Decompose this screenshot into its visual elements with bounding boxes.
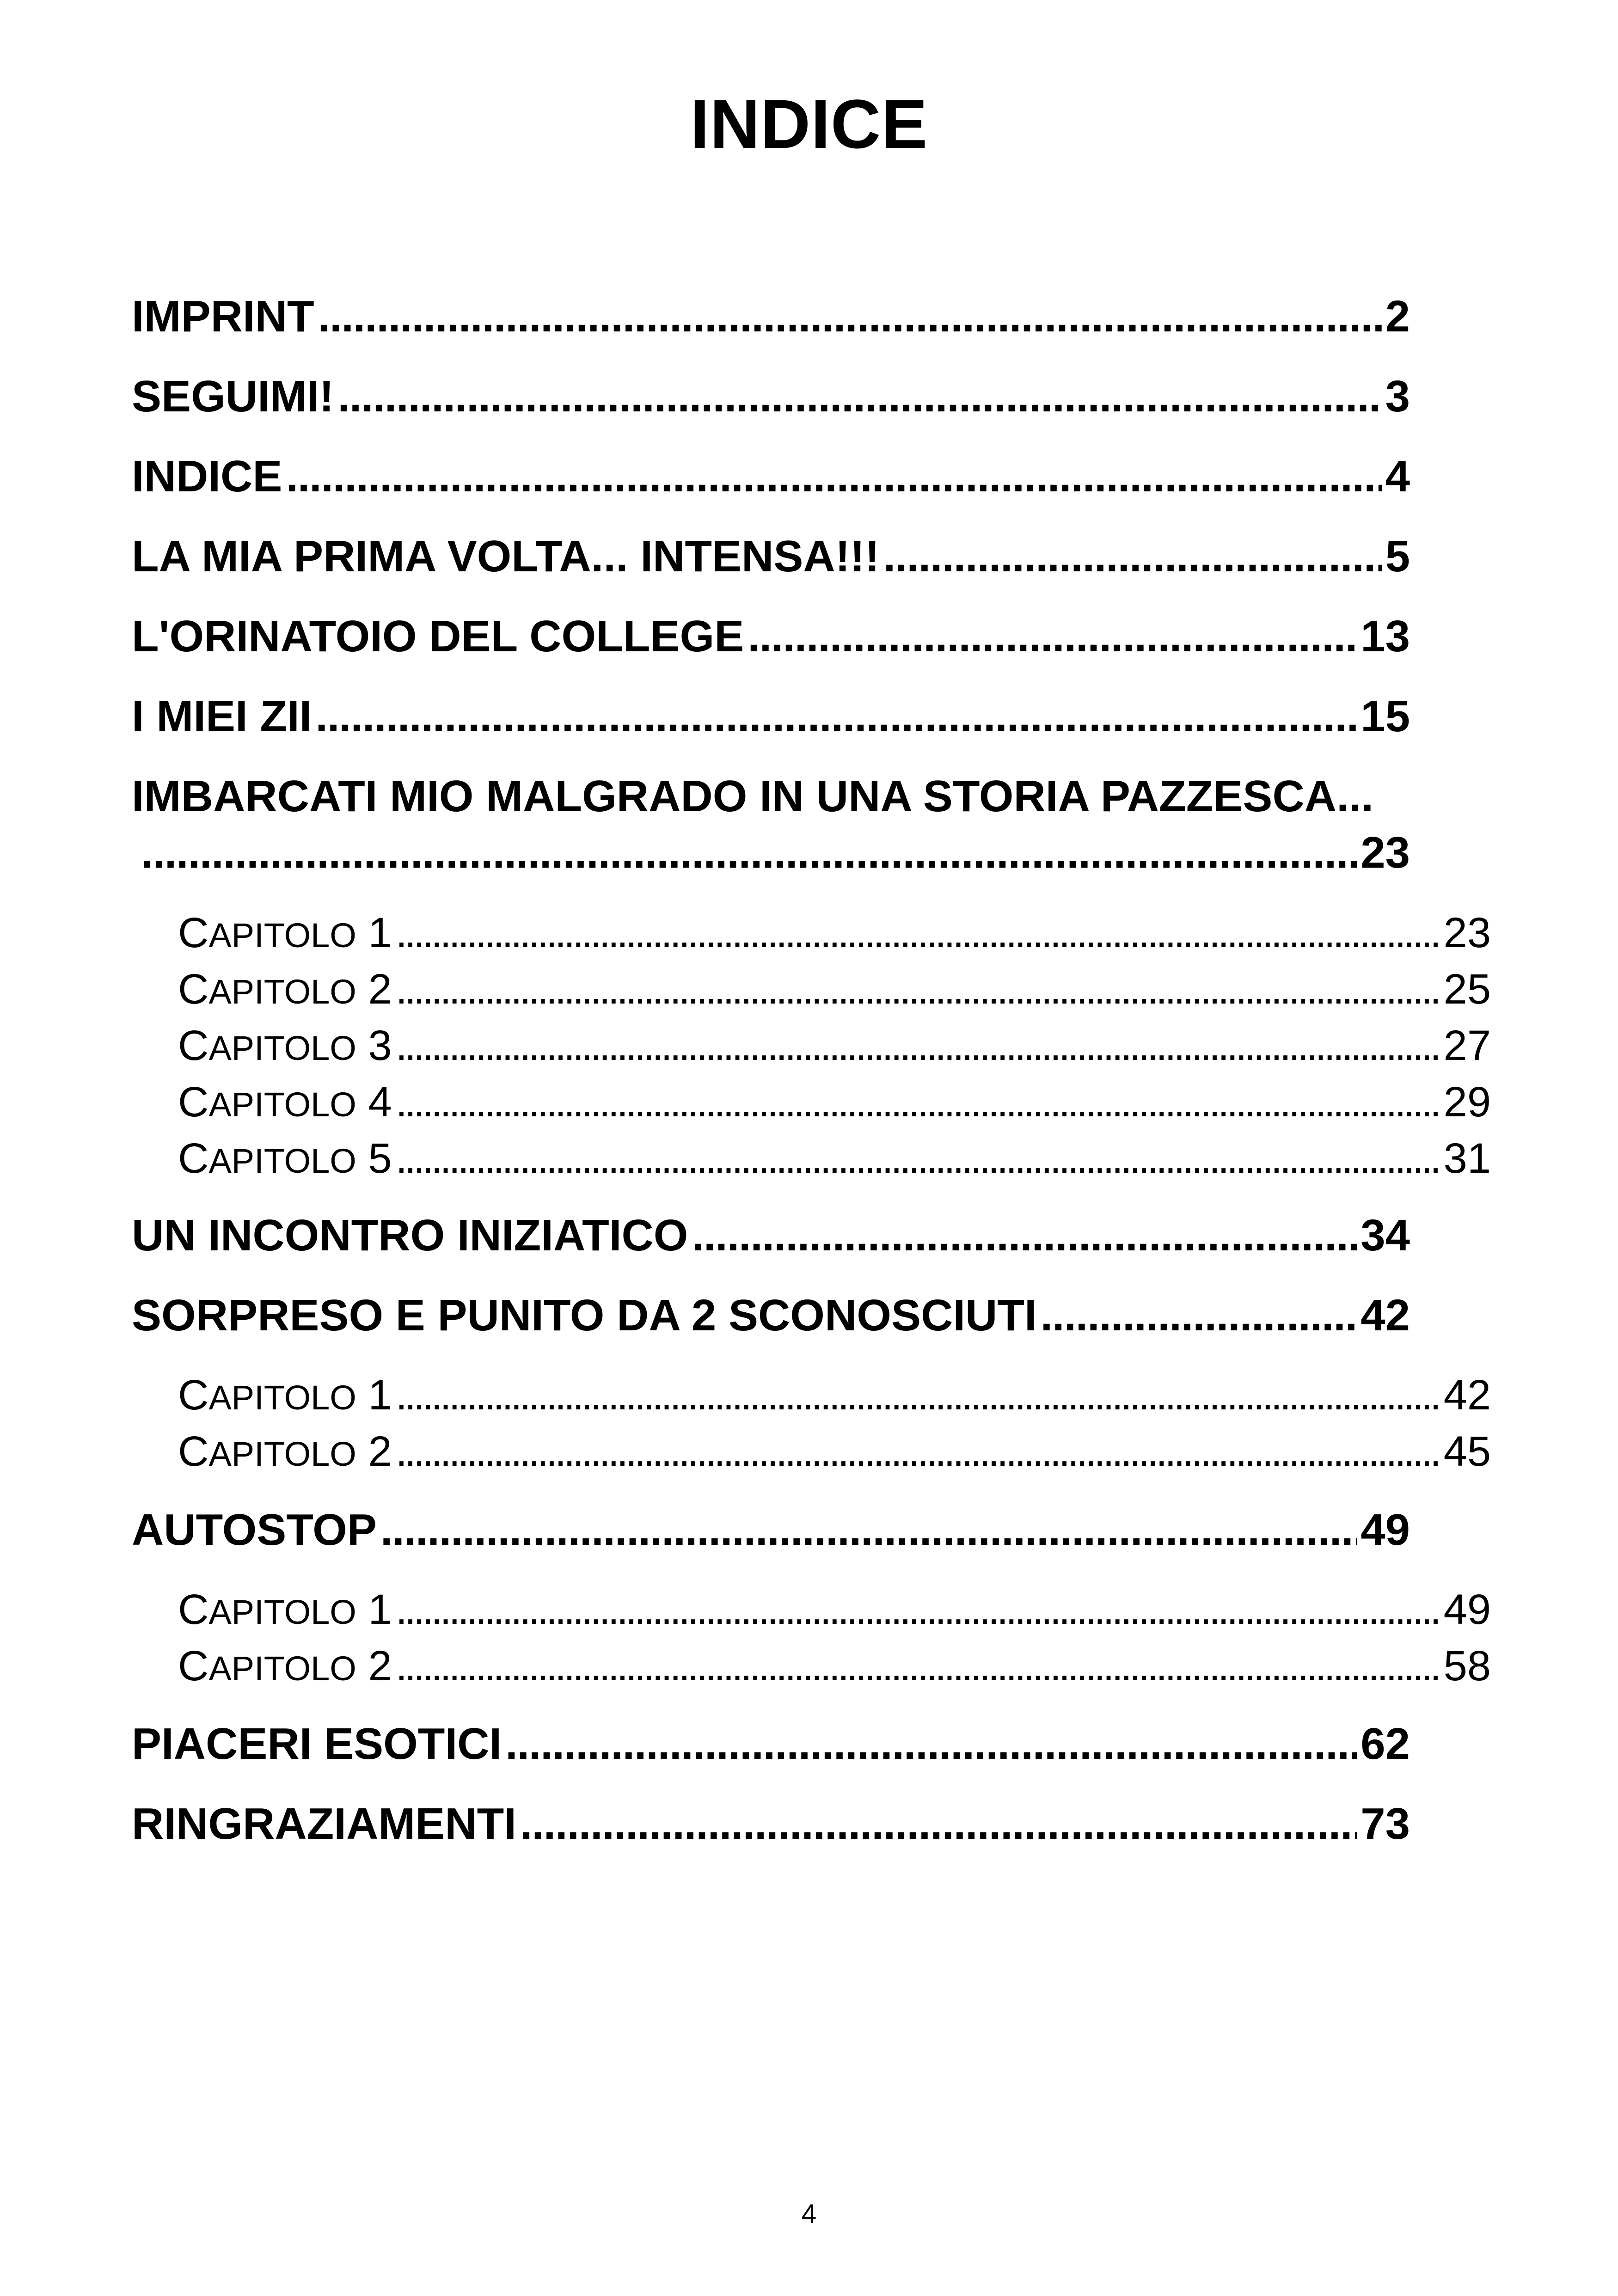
- dot-leader: [315, 686, 1357, 747]
- toc-subentry-label: CAPITOLO 3: [178, 1022, 392, 1069]
- toc-entry-label: IMBARCATI MIO MALGRADO IN UNA STORIA PAZZESCA...: [132, 771, 1374, 821]
- dot-leader: [396, 1582, 1440, 1637]
- toc-entry-label: L'ORINATOIO DEL COLLEGE: [132, 612, 744, 661]
- toc-entry-i-miei-zii[interactable]: [132, 686, 1410, 747]
- toc-entry-page: 73: [1361, 1799, 1410, 1849]
- toc-entry-imbarcati-continuation[interactable]: [132, 823, 1410, 883]
- toc-entry-page: 2: [1385, 292, 1410, 341]
- dot-leader: [520, 1794, 1357, 1854]
- toc-entry-page: 42: [1361, 1291, 1410, 1340]
- toc-subentry-page: 31: [1443, 1135, 1491, 1182]
- toc-entry-label: RINGRAZIAMENTI: [132, 1799, 516, 1849]
- toc-entry-imbarcati[interactable]: [132, 766, 1472, 827]
- toc-entry-label: IMPRINT: [132, 292, 314, 341]
- dot-leader: [1041, 1286, 1357, 1346]
- footer-page-number: 4: [801, 2199, 817, 2229]
- toc-subentry-label: CAPITOLO 5: [178, 1135, 392, 1182]
- toc-entry-label: LA MIA PRIMA VOLTA... INTENSA!!!: [132, 532, 880, 581]
- dot-leader: [286, 447, 1381, 507]
- toc-subentry-sorpreso-capitolo-1[interactable]: [178, 1367, 1491, 1423]
- toc-entry-label: AUTOSTOP: [132, 1505, 377, 1555]
- toc-subentry-imbarcati-capitolo-2[interactable]: [178, 961, 1491, 1017]
- toc-subentry-page: 49: [1443, 1586, 1491, 1633]
- toc-subentry-imbarcati-capitolo-1[interactable]: [178, 905, 1491, 961]
- toc-entry-imprint[interactable]: [132, 287, 1410, 347]
- dot-leader: [396, 905, 1440, 961]
- toc-entry-page: 5: [1385, 532, 1410, 581]
- dot-leader: [396, 1074, 1440, 1130]
- dot-leader: [141, 823, 1357, 883]
- toc-entry-label: PIACERI ESOTICI: [132, 1719, 502, 1769]
- toc-entry-label: SEGUIMI!: [132, 372, 334, 421]
- toc-subentry-label: CAPITOLO 2: [178, 1428, 392, 1475]
- toc-entry-page: 34: [1361, 1211, 1410, 1260]
- toc-entry-piaceri-esotici[interactable]: [132, 1714, 1410, 1774]
- toc-entry-label: I MIEI ZII: [132, 692, 312, 741]
- toc-entry-orinatoio[interactable]: [132, 606, 1410, 667]
- dot-leader: [396, 1131, 1440, 1186]
- toc-subentry-autostop-capitolo-2[interactable]: [178, 1638, 1491, 1694]
- toc-subentry-page: 58: [1443, 1642, 1491, 1690]
- toc-subentry-imbarcati-capitolo-3[interactable]: [178, 1018, 1491, 1073]
- dot-leader: [692, 1206, 1357, 1266]
- dot-leader: [505, 1714, 1357, 1774]
- toc-entry-page: 49: [1361, 1505, 1410, 1555]
- toc-entry-seguimi[interactable]: [132, 367, 1410, 427]
- toc-subentry-autostop-capitolo-1[interactable]: [178, 1582, 1491, 1637]
- toc-entry-label: UN INCONTRO INIZIATICO: [132, 1211, 688, 1260]
- toc-entry-indice[interactable]: [132, 447, 1410, 507]
- toc-subentry-label: CAPITOLO 1: [178, 909, 392, 956]
- dot-leader: [396, 1638, 1440, 1694]
- toc-subentry-page: 23: [1443, 909, 1491, 956]
- toc-subentry-imbarcati-capitolo-5[interactable]: [178, 1131, 1491, 1186]
- toc-subentry-label: CAPITOLO 2: [178, 1642, 392, 1690]
- page-title: INDICE: [690, 85, 928, 163]
- toc-subentry-label: CAPITOLO 1: [178, 1371, 392, 1419]
- toc-entry-la-mia-prima-volta[interactable]: [132, 527, 1410, 587]
- toc-entry-page: 23: [1361, 828, 1410, 877]
- toc-subentry-page: 45: [1443, 1428, 1491, 1475]
- toc-subentry-page: 29: [1443, 1078, 1491, 1126]
- dot-leader: [396, 1018, 1440, 1073]
- dot-leader: [380, 1500, 1357, 1560]
- dot-leader: [337, 367, 1381, 427]
- toc-subentry-label: CAPITOLO 1: [178, 1586, 392, 1633]
- toc-subentry-label: CAPITOLO 2: [178, 966, 392, 1013]
- dot-leader: [396, 961, 1440, 1017]
- toc-entry-page: 4: [1385, 452, 1410, 501]
- dot-leader: [748, 606, 1357, 667]
- dot-leader: [396, 1367, 1440, 1423]
- toc-entry-label: INDICE: [132, 452, 282, 501]
- toc-entry-sorpreso-e-punito[interactable]: [132, 1286, 1410, 1346]
- dot-leader: [396, 1424, 1440, 1479]
- toc-entry-autostop[interactable]: [132, 1500, 1410, 1560]
- toc-subentry-page: 42: [1443, 1371, 1491, 1419]
- toc-entry-page: 62: [1361, 1719, 1410, 1769]
- toc-subentry-page: 27: [1443, 1022, 1491, 1069]
- toc-entry-ringraziamenti[interactable]: [132, 1794, 1410, 1854]
- toc-entry-page: 13: [1361, 612, 1410, 661]
- dot-leader: [883, 527, 1382, 587]
- toc-entry-page: 15: [1361, 692, 1410, 741]
- toc-entry-un-incontro-iniziatico[interactable]: [132, 1206, 1410, 1266]
- toc-subentry-page: 25: [1443, 966, 1491, 1013]
- toc-entry-label: SORPRESO E PUNITO DA 2 SCONOSCIUTI: [132, 1291, 1037, 1340]
- toc-subentry-imbarcati-capitolo-4[interactable]: [178, 1074, 1491, 1130]
- toc-subentry-label: CAPITOLO 4: [178, 1078, 392, 1126]
- dot-leader: [318, 287, 1382, 347]
- toc-subentry-sorpreso-capitolo-2[interactable]: [178, 1424, 1491, 1479]
- toc-entry-page: 3: [1385, 372, 1410, 421]
